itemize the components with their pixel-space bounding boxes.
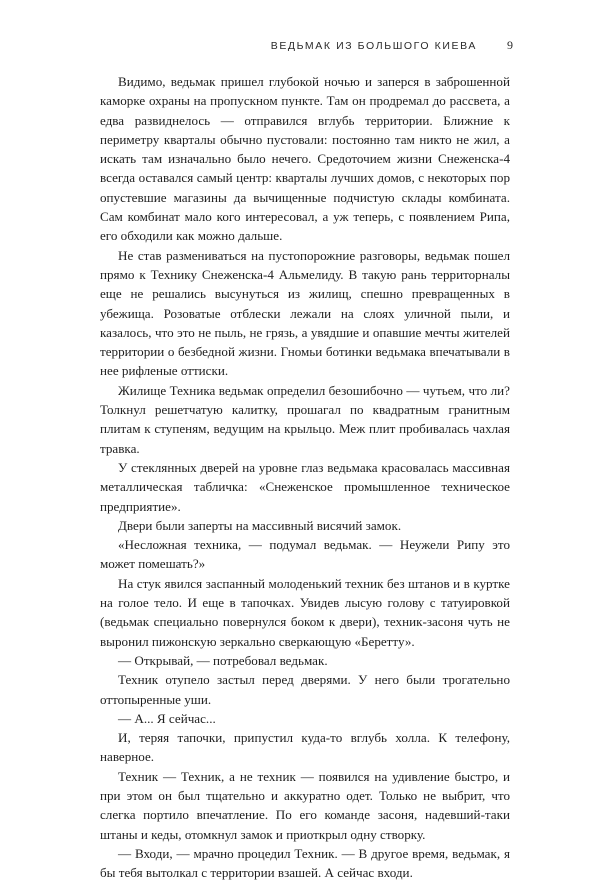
paragraph: — Открывай, — потребовал ведьмак. — [118, 652, 328, 668]
page-number: 9 — [507, 38, 513, 52]
running-header — [271, 38, 513, 53]
paragraph: Жилище Техника ведьмак определил безошибочно — чутьем, что ли? Толкнул решетчатую калитку, прошагал по квадратным гранитным плитам к ступеням, ведущим на крыльцо. Меж плит пробивалась чахлая травка. — [100, 382, 510, 456]
body-text — [100, 72, 510, 882]
paragraph: На стук явился заспанный молоденький техник без штанов и в куртке на голое тело. И еще в тапочках. Увидев лысую голову с татуировкой (ведьмак специально повернулся боком к двери), техник-засоня чуть не выронил пижонскую зеркально сверкающую «Беретту». — [100, 575, 510, 649]
paragraph: Не став размениваться на пустопорожние разговоры, ведьмак пошел прямо к Технику Снеженска-4 Альмелиду. В такую рань территорналы еще не решались высунуться из жилищ, спешно превращенных в убежища. Розоватые отблески лежали на слоях уличной пыли, и казалось, что это не пыль, не грязь, а увядшие и опавшие мечты жителей территории о безбедной жизни. Гномьи ботинки ведьмака впечатывали в нее рифленые оттиски. — [100, 247, 510, 379]
paragraph: Двери были заперты на массивный висячий замок. — [118, 517, 402, 533]
paragraph: «Несложная техника, — подумал ведьмак. — Неужели Рипу это может помешать?» — [100, 537, 510, 572]
paragraph: Видимо, ведьмак пришел глубокой ночью и заперся в заброшенной каморке охраны на пропускном пункте. Там он продремал до рассвета, а едва развиднелось — отправился вглубь территории. Ближние к периметру кварталы обычно пустовали: постоянно там никто не жил, а искать там изначально было нечего. Средоточием жизни Снеженска-4 всегда оставался самый центр: кварталы лучших домов, с некоторых пор опустевшие магазины да вычищенные подчистую склады комбината. Сам комбинат мало кого интересовал, а уж теперь, с появлением Рипа, его обходили как можно дальше. — [100, 74, 510, 244]
paragraph: — Входи, — мрачно процедил Техник. — В другое время, ведьмак, я бы тебя вытолкал с территории взашей. А сейчас входи. — [100, 845, 510, 881]
running-title: ВЕДЬМАК ИЗ БОЛЬШОГО КИЕВА — [270, 40, 477, 52]
paragraph: У стеклянных дверей на уровне глаз ведьмака красовалась массивная металлическая табличка: «Снеженское промышленное техническое предприятие». — [100, 459, 510, 514]
paragraph: — А... Я сейчас... — [118, 710, 216, 726]
paragraph: И, теряя тапочки, припустил куда-то вглубь холла. К телефону, наверное. — [100, 730, 510, 765]
paragraph: Техник — Техник, а не техник — появился на удивление быстро, и при этом он был тщательно и аккуратно одет. Только не выбрит, что слегка портило впечатление. По его команде засоня, надевший-таки штаны и кеды, отомкнул замок и приоткрыл одну створку. — [100, 768, 510, 842]
paragraph: Техник отупело застыл перед дверями. У него были трогательно оттопыренные уши. — [100, 672, 510, 707]
